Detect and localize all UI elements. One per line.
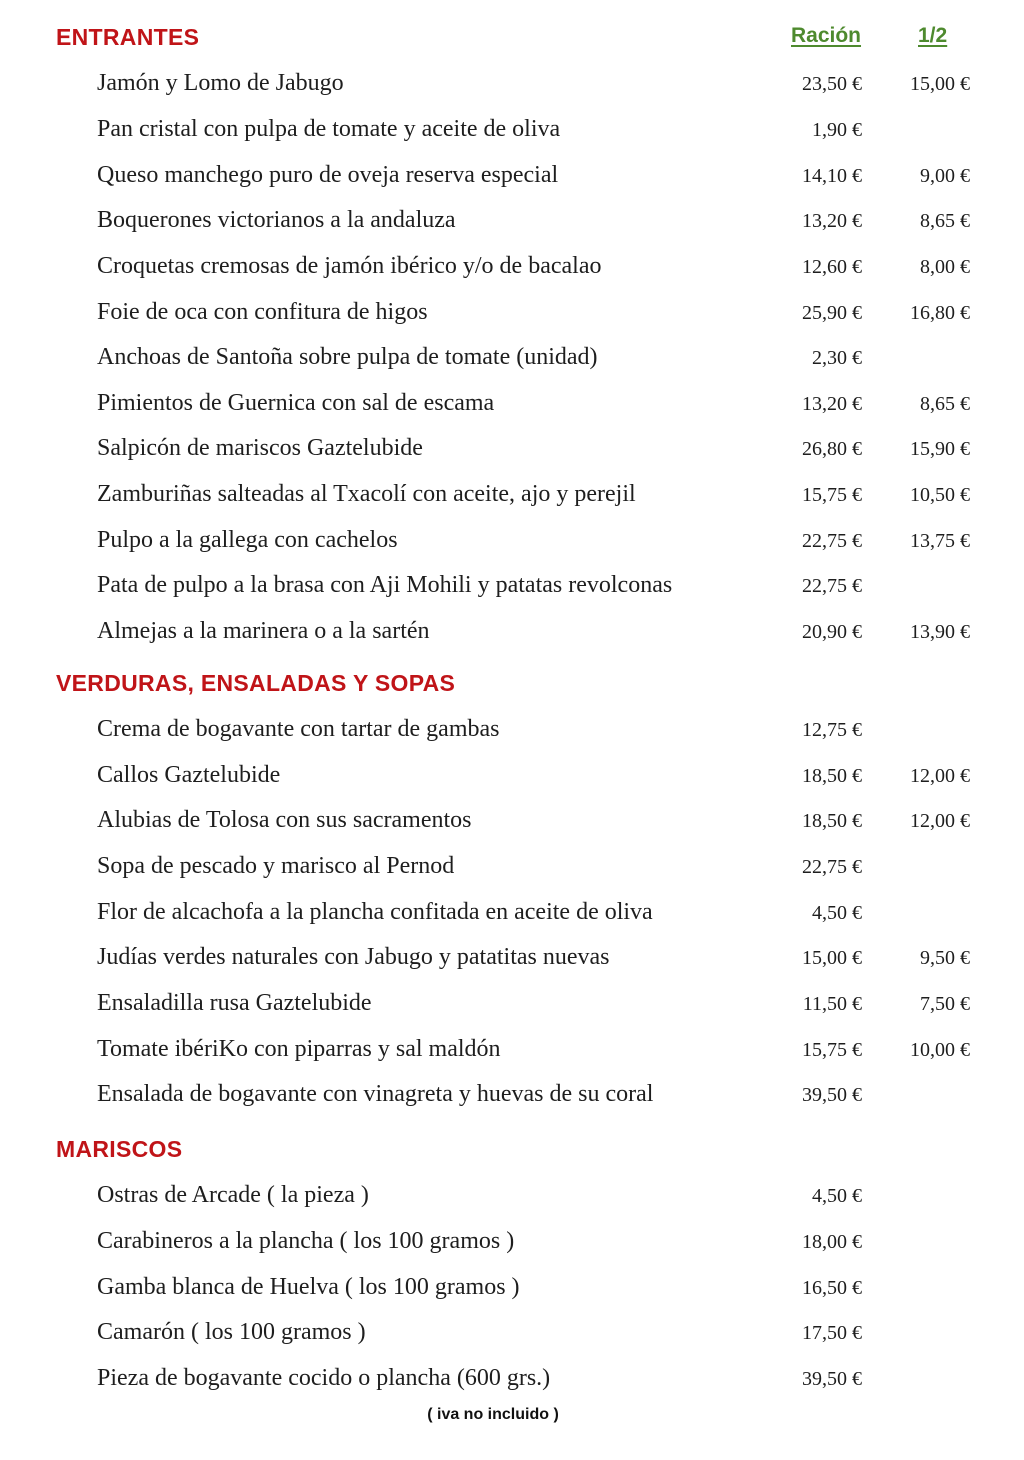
menu-item	[0, 297, 1024, 337]
menu-item	[0, 525, 1024, 565]
menu-item	[0, 1272, 1024, 1312]
price-racion: 23,50 €	[802, 73, 862, 95]
item-name: Gamba blanca de Huelva ( los 100 gramos )	[97, 1274, 520, 1300]
menu-item	[0, 433, 1024, 473]
menu-item	[0, 160, 1024, 200]
item-name: Pan cristal con pulpa de tomate y aceite de oliva	[97, 116, 561, 142]
price-racion: 16,50 €	[802, 1277, 862, 1299]
section-title-mariscos: MARISCOS	[56, 1136, 183, 1162]
item-name: Zamburiñas salteadas al Txacolí con aceite, ajo y perejil	[97, 481, 636, 507]
price-racion: 25,90 €	[802, 302, 862, 324]
price-racion: 22,75 €	[802, 856, 862, 878]
price-half: 15,90 €	[910, 438, 970, 460]
item-name: Queso manchego puro de oveja reserva especial	[97, 162, 559, 188]
price-half: 9,50 €	[920, 947, 970, 969]
item-name: Carabineros a la plancha ( los 100 gramos )	[97, 1228, 515, 1254]
menu-item	[0, 942, 1024, 982]
price-racion: 14,10 €	[802, 165, 862, 187]
price-racion: 18,50 €	[802, 765, 862, 787]
item-name: Alubias de Tolosa con sus sacramentos	[97, 807, 472, 833]
menu-item	[0, 1034, 1024, 1074]
price-racion: 12,75 €	[802, 719, 862, 741]
item-name: Pata de pulpo a la brasa con Aji Mohili y patatas revolconas	[97, 572, 673, 598]
price-racion: 15,00 €	[802, 947, 862, 969]
section-title-verduras: VERDURAS, ENSALADAS Y SOPAS	[56, 670, 456, 696]
menu-item	[0, 68, 1024, 108]
price-racion: 18,00 €	[802, 1231, 862, 1253]
price-half: 10,50 €	[910, 484, 970, 506]
menu-item	[0, 205, 1024, 245]
menu-item	[0, 988, 1024, 1028]
price-racion: 11,50 €	[802, 993, 862, 1015]
price-racion: 15,75 €	[802, 1039, 862, 1061]
item-name: Salpicón de mariscos Gaztelubide	[97, 435, 423, 461]
price-racion: 39,50 €	[802, 1084, 862, 1106]
section-title-entrantes: ENTRANTES	[56, 24, 200, 50]
price-racion: 12,60 €	[802, 256, 862, 278]
price-half: 12,00 €	[910, 810, 970, 832]
item-name: Crema de bogavante con tartar de gambas	[97, 716, 500, 742]
item-name: Camarón ( los 100 gramos )	[97, 1319, 366, 1345]
menu-item	[0, 760, 1024, 800]
item-name: Tomate ibériKo con piparras y sal maldón	[97, 1036, 501, 1062]
price-half: 10,00 €	[910, 1039, 970, 1061]
menu-item	[0, 388, 1024, 428]
item-name: Croquetas cremosas de jamón ibérico y/o de bacalao	[97, 253, 602, 279]
item-name: Callos Gaztelubide	[97, 762, 281, 788]
menu-item	[0, 479, 1024, 519]
item-name: Jamón y Lomo de Jabugo	[97, 70, 344, 96]
price-racion: 4,50 €	[812, 1185, 862, 1207]
item-name: Pimientos de Guernica con sal de escama	[97, 390, 495, 416]
menu-item	[0, 1180, 1024, 1220]
price-half: 8,65 €	[920, 393, 970, 415]
menu-item	[0, 851, 1024, 891]
price-racion: 13,20 €	[802, 393, 862, 415]
item-name: Almejas a la marinera o a la sartén	[97, 618, 430, 644]
item-name: Boquerones victorianos a la andaluza	[97, 207, 456, 233]
column-header-half: 1/2	[918, 24, 948, 47]
menu-item	[0, 805, 1024, 845]
item-name: Pieza de bogavante cocido o plancha (600 grs.)	[97, 1365, 551, 1391]
tax-footnote: ( iva no incluido )	[427, 1406, 559, 1423]
menu-item	[0, 251, 1024, 291]
item-name: Sopa de pescado y marisco al Pernod	[97, 853, 455, 879]
price-racion: 15,75 €	[802, 484, 862, 506]
menu-item	[0, 1363, 1024, 1403]
price-racion: 20,90 €	[802, 621, 862, 643]
column-header-racion: Ración	[791, 24, 862, 47]
price-racion: 4,50 €	[812, 902, 862, 924]
menu-item	[0, 1079, 1024, 1119]
price-racion: 22,75 €	[802, 530, 862, 552]
price-racion: 17,50 €	[802, 1322, 862, 1344]
price-racion: 26,80 €	[802, 438, 862, 460]
price-racion: 18,50 €	[802, 810, 862, 832]
price-half: 15,00 €	[910, 73, 970, 95]
menu-item	[0, 897, 1024, 937]
price-racion: 39,50 €	[802, 1368, 862, 1390]
menu-item	[0, 1226, 1024, 1266]
price-half: 13,75 €	[910, 530, 970, 552]
price-half: 9,00 €	[920, 165, 970, 187]
price-half: 7,50 €	[920, 993, 970, 1015]
price-half: 16,80 €	[910, 302, 970, 324]
price-half: 8,65 €	[920, 210, 970, 232]
item-name: Judías verdes naturales con Jabugo y patatitas nuevas	[97, 944, 610, 970]
price-racion: 22,75 €	[802, 575, 862, 597]
item-name: Pulpo a la gallega con cachelos	[97, 527, 398, 553]
menu-item	[0, 570, 1024, 610]
menu-item	[0, 714, 1024, 754]
price-racion: 1,90 €	[812, 119, 862, 141]
price-half: 13,90 €	[910, 621, 970, 643]
item-name: Ostras de Arcade ( la pieza )	[97, 1182, 369, 1208]
menu-item	[0, 1317, 1024, 1357]
item-name: Ensaladilla rusa Gaztelubide	[97, 990, 372, 1016]
item-name: Foie de oca con confitura de higos	[97, 299, 428, 325]
price-half: 12,00 €	[910, 765, 970, 787]
price-racion: 2,30 €	[812, 347, 862, 369]
item-name: Anchoas de Santoña sobre pulpa de tomate (unidad)	[97, 344, 598, 370]
item-name: Ensalada de bogavante con vinagreta y huevas de su coral	[97, 1081, 654, 1107]
menu-item	[0, 342, 1024, 382]
menu-item	[0, 616, 1024, 656]
price-half: 8,00 €	[920, 256, 970, 278]
price-racion: 13,20 €	[802, 210, 862, 232]
item-name: Flor de alcachofa a la plancha confitada en aceite de oliva	[97, 899, 653, 925]
menu-item	[0, 114, 1024, 154]
